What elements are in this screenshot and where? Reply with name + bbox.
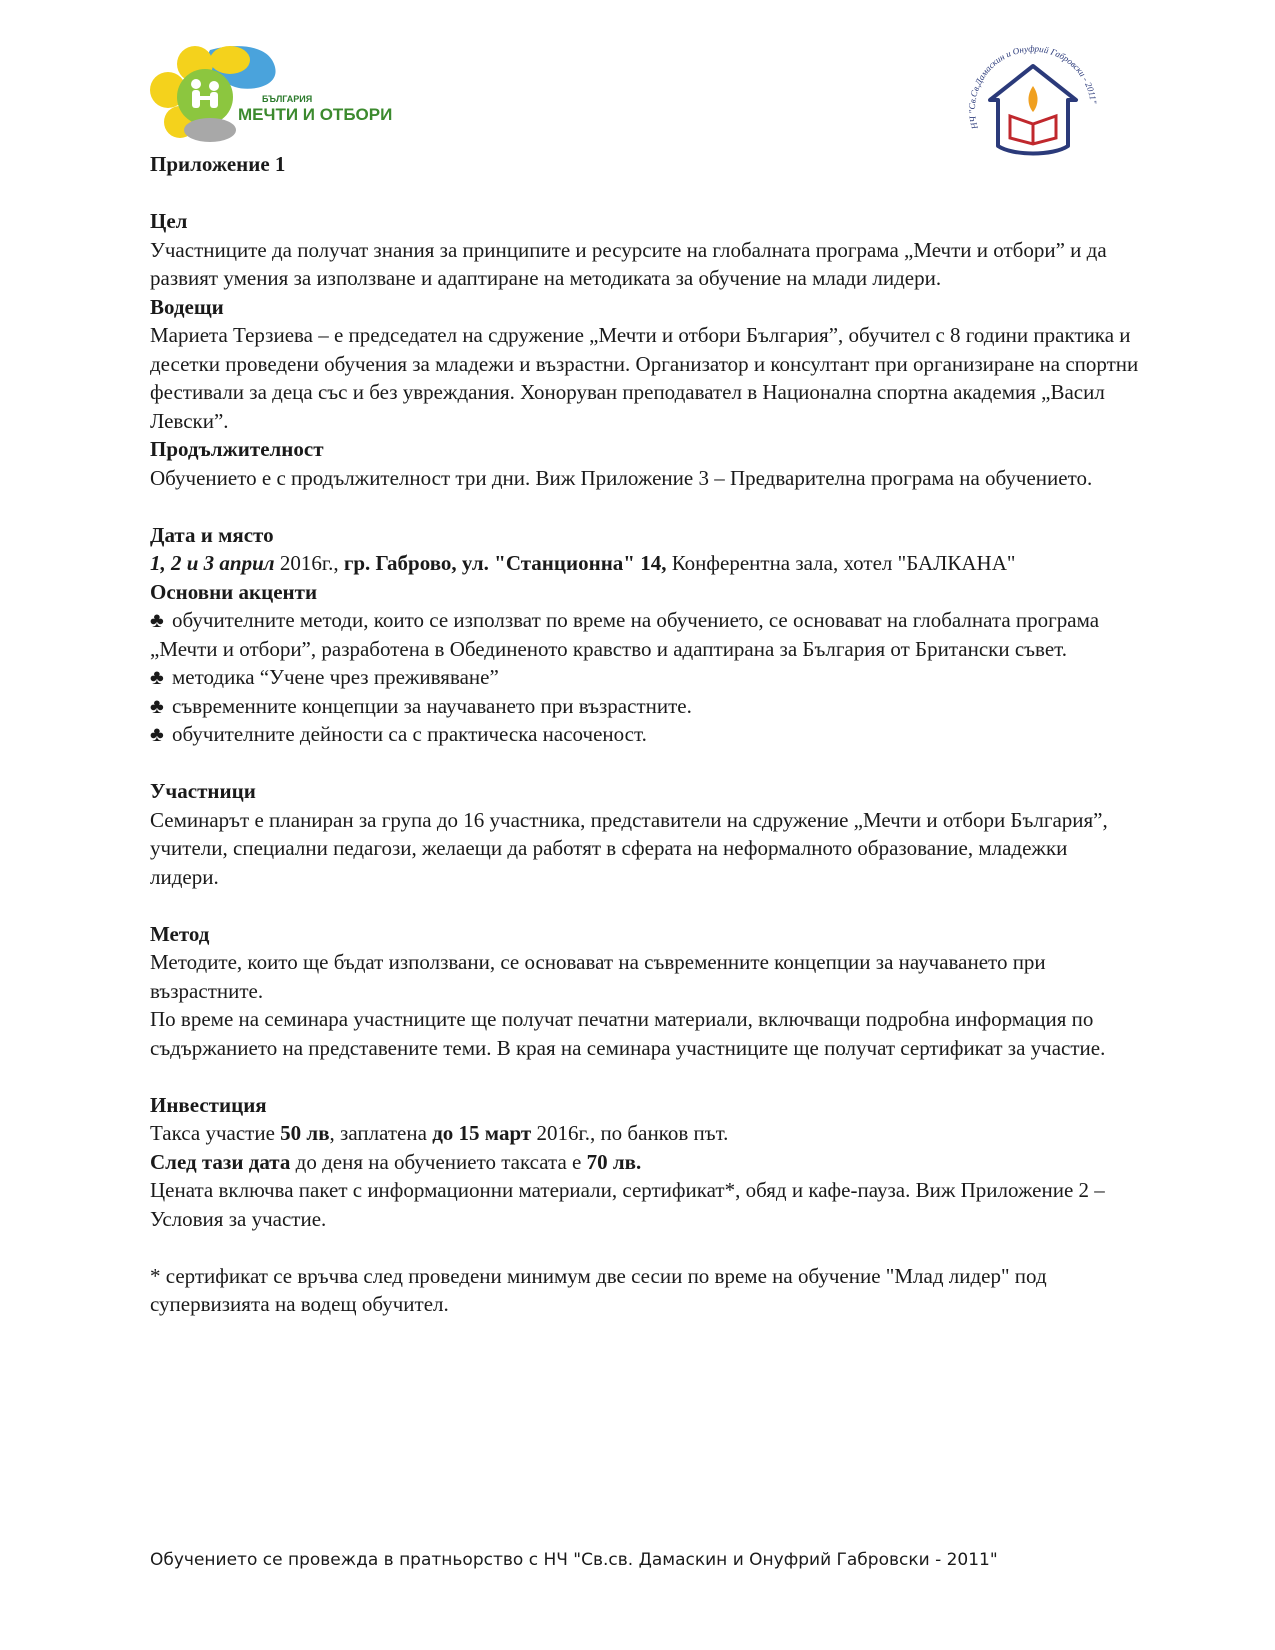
club-bullet-icon: ♣ xyxy=(150,608,164,632)
appendix-title: Приложение 1 xyxy=(150,152,286,176)
fee-amount: 50 лв xyxy=(280,1121,330,1145)
leaders-heading: Водещи xyxy=(150,294,224,319)
price-includes-text: Цената включва пакет с информационни материали, сертификат*, обяд и кафе-пауза. Виж Приложение 2 – Условия за участие. xyxy=(150,1178,1105,1231)
event-venue: Конферентна зала, хотел "БАЛКАНА" xyxy=(666,551,1016,575)
method-text-2: По време на семинара участниците ще получат печатни материали, включващи подробна информация по съдържанието на представените теми. В края на семинара участниците ще получат сертификат за участие. xyxy=(150,1007,1106,1060)
club-bullet-icon: ♣ xyxy=(150,722,164,746)
document-body xyxy=(150,150,1140,1319)
logo-main-text: МЕЧТИ И ОТБОРИ xyxy=(238,105,393,124)
fee-deadline: до 15 март xyxy=(432,1121,532,1145)
participants-text: Семинарът е планиран за група до 16 участника, представители на сдружение „Мечти и отбори България”, учители, специални педагози, желаещи да работят в сферата на неформалното образование, младежки лидери. xyxy=(150,807,1108,889)
certificate-footnote: * сертификат се връчва след проведени минимум две сесии по време на обучение "Млад лидер" под супервизията на водещ обучител. xyxy=(150,1263,1047,1316)
goal-text: Участниците да получат знания за принципите и ресурсите на глобалната програма „Мечти и отбори” и да развият умения за използване и адаптиране на методиката за обучение на млади лидери. xyxy=(150,237,1107,290)
date-place-text xyxy=(150,549,1140,578)
goal-heading: Цел xyxy=(150,209,188,233)
date-place-heading: Дата и място xyxy=(150,522,274,547)
late-fee-line: След тази дата до деня на обучението таксата е 70 лв. xyxy=(150,1149,642,1174)
method-text-1: Методите, които ще бъдат използвани, се основават на съвременните концепции за научаването при възрастните. xyxy=(150,950,1046,1003)
method-heading: Метод xyxy=(150,921,210,946)
investment-heading: Инвестиция xyxy=(150,1092,267,1117)
event-dates: 1, 2 и 3 април xyxy=(150,551,275,575)
event-address: гр. Габрово, ул. "Станционна" 14, xyxy=(343,551,667,575)
list-item: ♣ методика “Учене чрез преживяване” xyxy=(150,663,1140,692)
list-item: ♣ обучителните методи, които се използват по време на обучението, се основават на глобалната програма „Мечти и отбори”, разработена в Обединеното кравство и адаптирана за България от Британски съвет. xyxy=(150,608,1100,661)
dreams-and-teams-logo xyxy=(150,42,393,142)
late-fee-amount: 70 лв. xyxy=(586,1149,642,1174)
children-flower-logo-icon xyxy=(150,42,393,142)
logo-small-text: БЪЛГАРИЯ xyxy=(262,94,313,104)
house-book-flame-logo-icon xyxy=(958,28,1108,163)
club-bullet-icon: ♣ xyxy=(150,665,164,689)
fee-line: Такса участие 50 лв, заплатена до 15 март 2016г., по банков път. xyxy=(150,1121,729,1145)
duration-heading: Продължителност xyxy=(150,437,324,461)
participants-heading: Участници xyxy=(150,779,256,803)
list-item: ♣ обучителните дейности са с практическа насоченост. xyxy=(150,720,1140,749)
leaders-text: Мариета Терзиева – е председател на сдружение „Мечти и отбори България”, обучител с 8 години практика и десетки проведени обучения за младежи и възрастни. Организатор и консултант при организиране на спортни фестивали за деца със и без увреждания. Хоноруван преподавател в Национална спортна академия „Васил Левски”. xyxy=(150,323,1139,433)
logo-ring-text: НЧ "Св.Св.Дамаскин и Онуфрий Габровски - 2011" xyxy=(966,43,1099,131)
duration-text: Обучението е с продължителност три дни. Виж Приложение 3 – Предварителна програма на обучението. xyxy=(150,465,1093,490)
accents-heading: Основни акценти xyxy=(150,579,318,604)
event-year: 2016г., xyxy=(274,551,344,575)
page-footer: Обучението се провежда в пратньорство с НЧ "Св.св. Дамаскин и Онуфрий Габровски - 2011" xyxy=(150,1550,998,1570)
list-item: ♣ съвременните концепции за научаването при възрастните. xyxy=(150,692,1140,721)
club-bullet-icon: ♣ xyxy=(150,693,164,718)
community-center-logo xyxy=(958,28,1108,163)
